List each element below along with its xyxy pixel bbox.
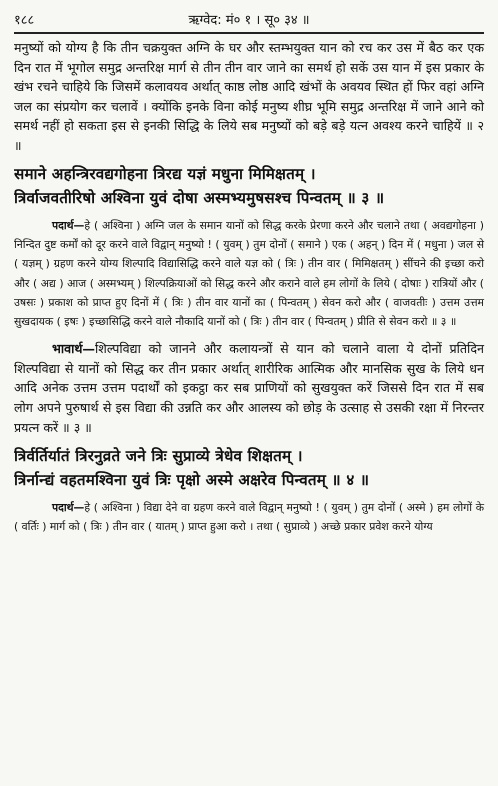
mantra-4: [14, 444, 484, 492]
bhavartha-3-heading: भावार्थ—: [52, 341, 96, 357]
page-header: [14, 8, 484, 30]
mantra-3: [14, 162, 484, 210]
bhavartha-3: [14, 339, 484, 437]
mantra-4-line-2: त्रिर्नान्द्यं वहतमश्विना युवं त्रिः पृक्षो अस्मे अक्षरेव पिन्वतम् ॥ ४ ॥: [14, 471, 370, 490]
padartha-3-heading: पदार्थ—: [52, 219, 85, 232]
paragraph-bhavartha-2-continued: मनुष्यों को योग्य है कि तीन चक्रयुक्त अग्नि के घर और स्तम्भयुक्त यान को रच कर उस में बैठ कर एक दिन रात में भूगोल समुद्र अन्तरिक्ष मार्ग से तीन तीन वार जाने का समर्थ हो सकें उस यान में इस प्रकार के खंभ रचने चाहिये कि जिसमें कलावयव अर्थात् काष्ठ लोष्ठ आदि खंभों के अवयव स्थित हों फिर वहां अग्नि जल का संप्रयोग कर चलावें । क्योंकि इनके विना कोई मनुष्य शीघ्र भूमि समुद्र अन्तरिक्ष में जाने आने को समर्थ नहीं हो सकता इस से इनकी सिद्धि के लिये सब मनुष्यों को बड़े बड़े यत्न अवश्य करने चाहियें ॥ २ ॥: [14, 40, 484, 153]
bhavartha-3-text: शिल्पविद्या को जानने और कलायन्त्रों से यान को चलाने वाला ये दोनों प्रतिदिन शिल्पविद्या से यानों को सिद्ध कर तीन प्रकार अर्थात् शारीरिक आत्मिक और मानसिक सुख के लिये धन आदि अनेक उत्तम उत्तम पदार्थों को इकट्ठा कर सब प्राणियों को सुखयुक्त करें जिससे दिन रात में सब लोग अपने पुरुषार्थ से इस विद्या की उन्नति कर और आलस्य को छोड़ के उत्साह से उसकी रक्षा में निरन्तर प्रयत्न करें ॥ ३ ॥: [14, 341, 484, 435]
padartha-3: [14, 216, 484, 331]
padartha-3-text: हे ( अश्विना ) अग्नि जल के समान यानों को सिद्ध करके प्रेरणा करने और चलाने तथा ( अवद्यगोहना ) निन्दित दुष्ट कर्मों को दूर करने वाले विद्वान् मनुष्यो ! ( युवम् ) तुम दोनों ( समाने ) एक ( अहन् ) दिन में ( मधुना ) जल से ( यज्ञम् ) ग्रहण करने योग्य शिल्पादि विद्यासिद्धि करने वाले यज्ञ को ( त्रिः ) तीन वार ( मिमिक्षतम् ) सींचने की इच्छा करो और ( अद्य ) आज ( अस्मभ्यम् ) शिल्पक्रियाओं को सिद्ध करने और कराने वाले हम लोगों के लिये ( दोषाः ) रात्रियों और ( उषसः ) प्रकाश को प्राप्त हुए दिनों में ( त्रिः ) तीन वार यानों का ( पिन्वतम् ) सेवन करो और ( वाजवतीः ) उत्तम उत्तम सुखदायक ( इषः ) इच्छासिद्धि करने वाले नौकादि यानों को ( त्रिः ) तीन वार ( पिन्वतम् ) प्रीति से सेवन करो ॥ ३ ॥: [14, 219, 484, 329]
page-number: १८८: [14, 13, 35, 28]
header-rule: [14, 32, 484, 34]
padartha-4: [14, 498, 484, 536]
mantra-3-line-1: समाने अहन्त्रिरवद्यगोहना त्रिरद्य यज्ञं मधुना मिमिक्षतम् ।: [14, 165, 316, 183]
running-title: ऋग्वेद: मं० १ । सू० ३४ ॥: [188, 13, 310, 28]
padartha-4-text: हे ( अश्विना ) विद्या देने वा ग्रहण करने वाले विद्वान् मनुष्यो ! ( युवम् ) तुम दोनों ( अस्मे ) हम लोगों के ( वर्तिः ) मार्ग को ( त्रिः ) तीन वार ( यातम् ) प्राप्त हुआ करो । तथा ( सुप्राव्ये ) अच्छे प्रकार प्रवेश करने योग्य: [14, 501, 484, 534]
page-content: [14, 38, 484, 537]
mantra-4-line-1: त्रिर्वर्तिर्यातं त्रिरनुव्रते जने त्रिः सुप्राव्ये त्रेधेव शिक्षतम् ।: [14, 447, 303, 466]
mantra-3-line-2: त्रिर्वाजवतीरिषो अश्विना युवं दोषा अस्मभ्यमुषसश्च पिन्वतम् ॥ ३ ॥: [14, 189, 385, 207]
padartha-4-heading: पदार्थ—: [52, 501, 85, 515]
